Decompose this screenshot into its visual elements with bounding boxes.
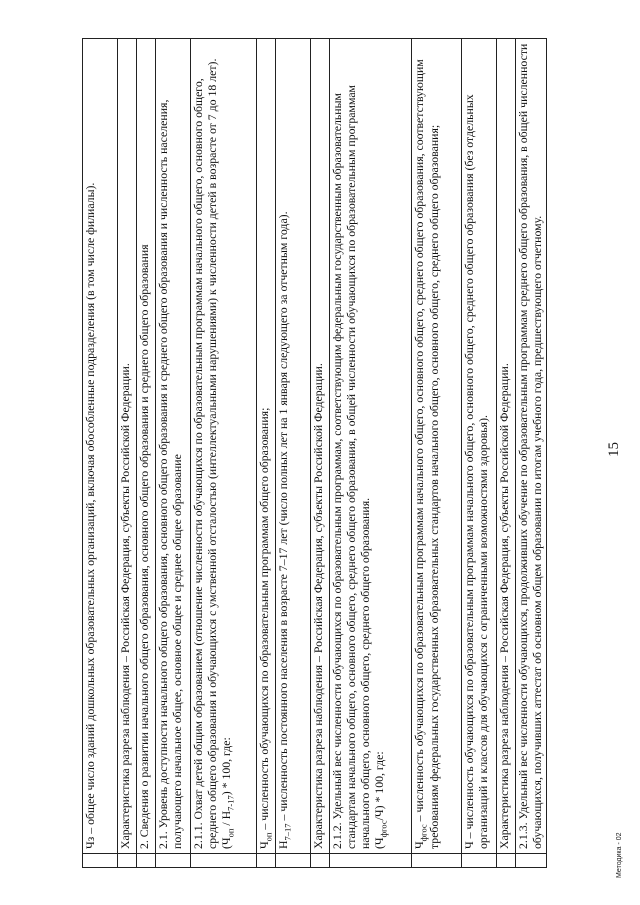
- footer-label: Методика - 02: [616, 832, 623, 878]
- table-row: [497, 39, 516, 868]
- methodology-table: [82, 38, 547, 868]
- table-row: [257, 39, 276, 868]
- table-row: [330, 39, 412, 868]
- formula: $(Ч_{фгос}/Ч) * 100$, где:: [371, 751, 389, 849]
- row-text: Характеристика разреза наблюдения – Российская Федерация, субъекты Российской Федерации.: [497, 39, 516, 854]
- variable-definition: Ч – численность обучающихся по образовательным программам начального общего, основного общего, среднего общего образования (без отдельных организаций и классов для обучающихся с ограниченными возможностями здоровья).: [462, 39, 497, 854]
- section-heading: 2. Сведения о развитии начального общего образования, основного общего образования и среднего общего образования: [137, 39, 156, 854]
- margin-cell: [257, 854, 276, 868]
- indicator-cell: [191, 39, 257, 854]
- page-number: 15: [606, 442, 622, 457]
- indicator-text: 2.1.2. Удельный вес численности обучающихся по образовательным программам, соответствующим федеральным государственным образовательным стандартам начального общего, основного общего, среднего общего образования, в общей численности обучающихся по образовательным программам начального общего, основного общего, среднего общего образования.: [330, 84, 372, 849]
- margin-cell: [118, 854, 137, 868]
- margin-cell: [412, 854, 462, 868]
- table-row: [462, 39, 497, 868]
- margin-cell: [330, 854, 412, 868]
- variable-definition: $Н_{7-17}$ – численность постоянного населения в возрасте 7–17 лет (число полных лет на 1 января следующего за отчетным года).: [276, 39, 311, 854]
- row-text: Характеристика разреза наблюдения – Российская Федерация, субъекты Российской Федерации.: [118, 39, 137, 854]
- table-row: [412, 39, 462, 868]
- formula: $(Ч_{оп} / Н_{7-17}) * 100$, где:: [218, 737, 236, 849]
- margin-cell: [191, 854, 257, 868]
- variable-definition: $Ч_{оп}$ – численность обучающихся по образовательным программам общего образования;: [257, 39, 276, 854]
- margin-cell: [83, 854, 118, 868]
- margin-cell: [156, 854, 191, 868]
- margin-cell: [497, 854, 516, 868]
- indicator-text: 2.1.1. Охват детей общим образованием (отношение численности обучающихся по образовательным программам начального общего, основного общего, среднего общего образования и обучающихся с умственной отсталостью (интеллектуальными нарушениями) к численности детей в возрасте от 7 до 18 лет).: [191, 58, 219, 849]
- row-text: Чз – общее число зданий дошкольных образовательных организаций, включая обособленные подразделения (в том числе филиалы).: [83, 39, 118, 854]
- table-row: [118, 39, 137, 868]
- subsection-heading: 2.1. Уровень доступности начального общего образования, основного общего образования и среднего общего образования и численность населения, получающего начальное общее, основное общее и среднее общее образование: [156, 39, 191, 854]
- table-row: [311, 39, 330, 868]
- margin-cell: [137, 854, 156, 868]
- indicator-cell: [330, 39, 412, 854]
- row-text: Характеристика разреза наблюдения – Российская Федерация, субъекты Российской Федерации.: [311, 39, 330, 854]
- variable-definition: $Ч_{фгос}$ – численность обучающихся по образовательным программам начального общего, основного общего, среднего общего образования, соответствующим требованиям федеральных государственных образовательных стандартов начального общего, основного общего, среднего общего образования;: [412, 39, 462, 854]
- table-row: [191, 39, 257, 868]
- table-row: [83, 39, 118, 868]
- table-row: [516, 39, 547, 868]
- table-row: [276, 39, 311, 868]
- margin-cell: [276, 854, 311, 868]
- methodology-table-rotated: [82, 38, 544, 868]
- margin-cell: [311, 854, 330, 868]
- table-row: [137, 39, 156, 868]
- margin-cell: [462, 854, 497, 868]
- margin-cell: [516, 854, 547, 868]
- indicator-cell: 2.1.3. Удельный вес численности обучающихся, продолживших обучение по образовательным программам среднего общего образования, в общей численности обучающихся, получивших аттестат об основном общем образовании по итогам учебного года, предшествующего отчетному.: [516, 39, 547, 854]
- table-row: [156, 39, 191, 868]
